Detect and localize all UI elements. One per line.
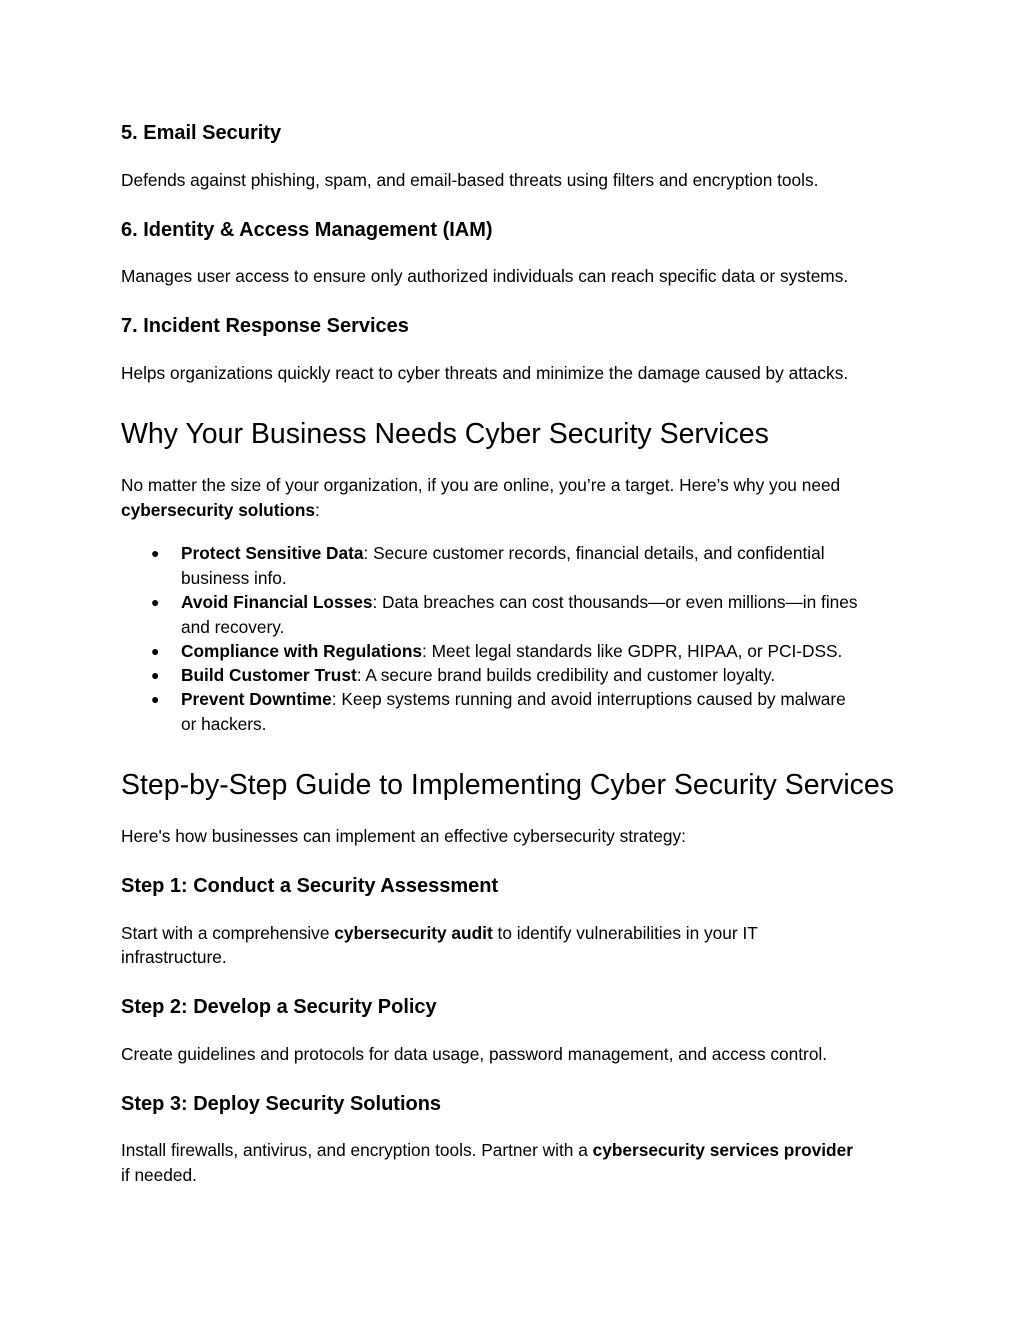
list-item-text: : Keep systems running and avoid interruptions caused by malware — [331, 689, 846, 709]
bullet-icon: ● — [151, 691, 160, 707]
list-item — [181, 639, 842, 663]
why-bullet-list — [121, 541, 906, 741]
list-item-bold: Prevent Downtime — [181, 689, 332, 709]
why-intro-line-2 — [121, 498, 320, 522]
list-item-text: : Secure customer records, financial details, and confidential — [363, 543, 825, 563]
step-1-pre: Start with a comprehensive — [121, 923, 335, 943]
section-body-incident-response: Helps organizations quickly react to cyber threats and minimize the damage caused by attacks. — [121, 363, 849, 383]
list-item-text: : Meet legal standards like GDPR, HIPAA, or PCI-DSS. — [422, 641, 843, 661]
section-heading-email-security: 5. Email Security — [121, 122, 282, 144]
step-3-body — [121, 1138, 853, 1162]
step-1-bold: cybersecurity audit — [334, 923, 493, 943]
step-3-bold: cybersecurity services provider — [592, 1140, 853, 1160]
list-item-text: : A secure brand builds credibility and customer loyalty. — [356, 665, 776, 685]
step-2-heading: Step 2: Develop a Security Policy — [121, 996, 437, 1018]
list-item-bold: Compliance with Regulations — [181, 641, 423, 661]
list-item-bold: Build Customer Trust — [181, 665, 357, 685]
guide-intro: Here's how businesses can implement an effective cybersecurity strategy: — [121, 826, 686, 846]
section-heading-incident-response: 7. Incident Response Services — [121, 315, 409, 337]
bullet-icon: ● — [151, 545, 160, 561]
section-heading-iam: 6. Identity & Access Management (IAM) — [121, 219, 493, 241]
section-body-email-security: Defends against phishing, spam, and email-based threats using filters and encryption tools. — [121, 170, 819, 190]
step-1-body-line-2: infrastructure. — [121, 947, 227, 967]
list-item — [181, 590, 858, 614]
bullet-icon: ● — [151, 643, 160, 659]
list-item — [181, 687, 846, 711]
step-3-body-line-2: if needed. — [121, 1165, 197, 1185]
list-item — [181, 663, 775, 687]
step-2-body: Create guidelines and protocols for data usage, password management, and access control. — [121, 1044, 828, 1064]
why-intro-bold: cybersecurity solutions — [121, 500, 316, 520]
list-item-continuation: or hackers. — [181, 714, 267, 734]
guide-heading: Step-by-Step Guide to Implementing Cyber Security Services — [121, 769, 895, 801]
section-body-iam: Manages user access to ensure only authorized individuals can reach specific data or systems. — [121, 266, 849, 286]
bullet-icon: ● — [151, 667, 160, 683]
list-item-continuation: business info. — [181, 568, 287, 588]
list-item-continuation: and recovery. — [181, 617, 285, 637]
list-item-bold: Protect Sensitive Data — [181, 543, 364, 563]
step-3-heading: Step 3: Deploy Security Solutions — [121, 1093, 442, 1115]
step-3-pre: Install firewalls, antivirus, and encryption tools. Partner with a — [121, 1140, 593, 1160]
list-item-text: : Data breaches can cost thousands—or even millions—in fines — [372, 592, 858, 612]
step-1-body — [121, 921, 758, 945]
list-item-bold: Avoid Financial Losses — [181, 592, 373, 612]
list-item — [181, 541, 825, 565]
why-heading: Why Your Business Needs Cyber Security Services — [121, 418, 769, 450]
why-intro-line-1: No matter the size of your organization, if you are online, you’re a target. Here’s why you need — [121, 475, 841, 495]
step-1-post: to identify vulnerabilities in your IT — [492, 923, 758, 943]
step-1-heading: Step 1: Conduct a Security Assessment — [121, 875, 499, 897]
why-intro-end: : — [315, 500, 320, 520]
bullet-icon: ● — [151, 594, 160, 610]
